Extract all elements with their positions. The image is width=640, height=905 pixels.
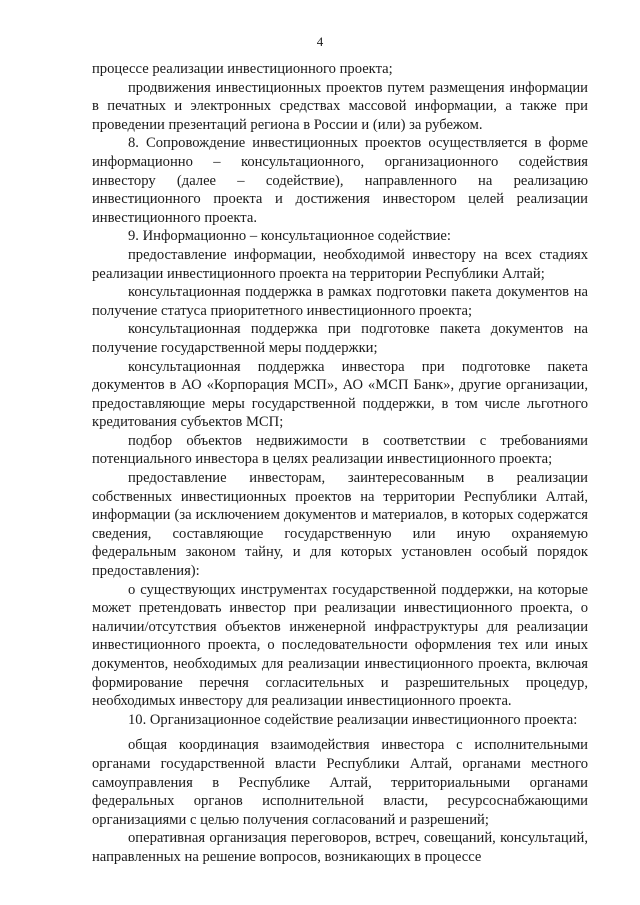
document-body: [92, 60, 588, 867]
paragraph: общая координация взаимодействия инвестора с исполнительными органами государственной власти Республики Алтай, органами местного самоуправления в Республике Алтай, территориальными органами федеральных органов исполнительной власти, ресурсоснабжающими организациями с целью получения согласований и разрешений;: [92, 737, 588, 828]
paragraph: подбор объектов недвижимости в соответствии с требованиями потенциального инвестора в целях реализации инвестиционного проекта;: [92, 432, 588, 468]
paragraph: 10. Организационное содействие реализации инвестиционного проекта:: [128, 711, 578, 728]
paragraph: оперативная организация переговоров, встреч, совещаний, консультаций, направленных на решение вопросов, возникающих в процессе: [92, 830, 588, 865]
paragraph: о существующих инструментах государственной поддержки, на которые может претендовать инвестор при реализации инвестиционного проекта, о наличии/отсутствия объектов инженерной инфраструктуры для реализации инвестиционного проекта, о последовательности оформления тех или иных документов, необходимых для реализации инвестиционного проекта, включая формирование перечня согласительных и разрешительных процедур, необходимых инвестору для реализации инвестиционного проекта.: [92, 581, 588, 710]
paragraph: консультационная поддержка при подготовке пакета документов на получение государственной меры поддержки;: [92, 321, 588, 356]
page-number: 4: [316, 34, 324, 49]
paragraph: предоставление инвесторам, заинтересованным в реализации собственных инвестиционных проектов на территории Республики Алтай, информации (за исключением документов и материалов, в которых содержатся сведения, составляющие государственную или иную охраняемую федеральным законом тайну, и для которых установлен особый порядок предоставления):: [92, 470, 588, 580]
paragraph: продвижения инвестиционных проектов путем размещения информации в печатных и электронных средствах массовой информации, а также при проведении презентаций региона в России и (или) за рубежом.: [92, 79, 588, 133]
paragraph: процессе реализации инвестиционного проекта;: [92, 61, 393, 77]
paragraph: предоставление информации, необходимой инвестору на всех стадиях реализации инвестиционного проекта на территории Республики Алтай;: [92, 246, 588, 282]
paragraph: 8. Сопровождение инвестиционных проектов осуществляется в форме информационно – консультационного, организационного содействия инвестору (далее – содействие), направленного на реализацию инвестиционного проекта и достижения инвестором целей реализации инвестиционного проекта.: [92, 135, 588, 226]
paragraph: 9. Информационно – консультационное содействие:: [128, 228, 451, 245]
paragraph: консультационная поддержка инвестора при подготовке пакета документов в АО «Корпорация МСП», АО «МСП Банк», другие организации, предоставляющие меры государственной поддержки, в том числе льготного кредитования субъектов МСП;: [92, 358, 588, 431]
paragraph: консультационная поддержка в рамках подготовки пакета документов на получение статуса приоритетного инвестиционного проекта;: [92, 284, 588, 319]
